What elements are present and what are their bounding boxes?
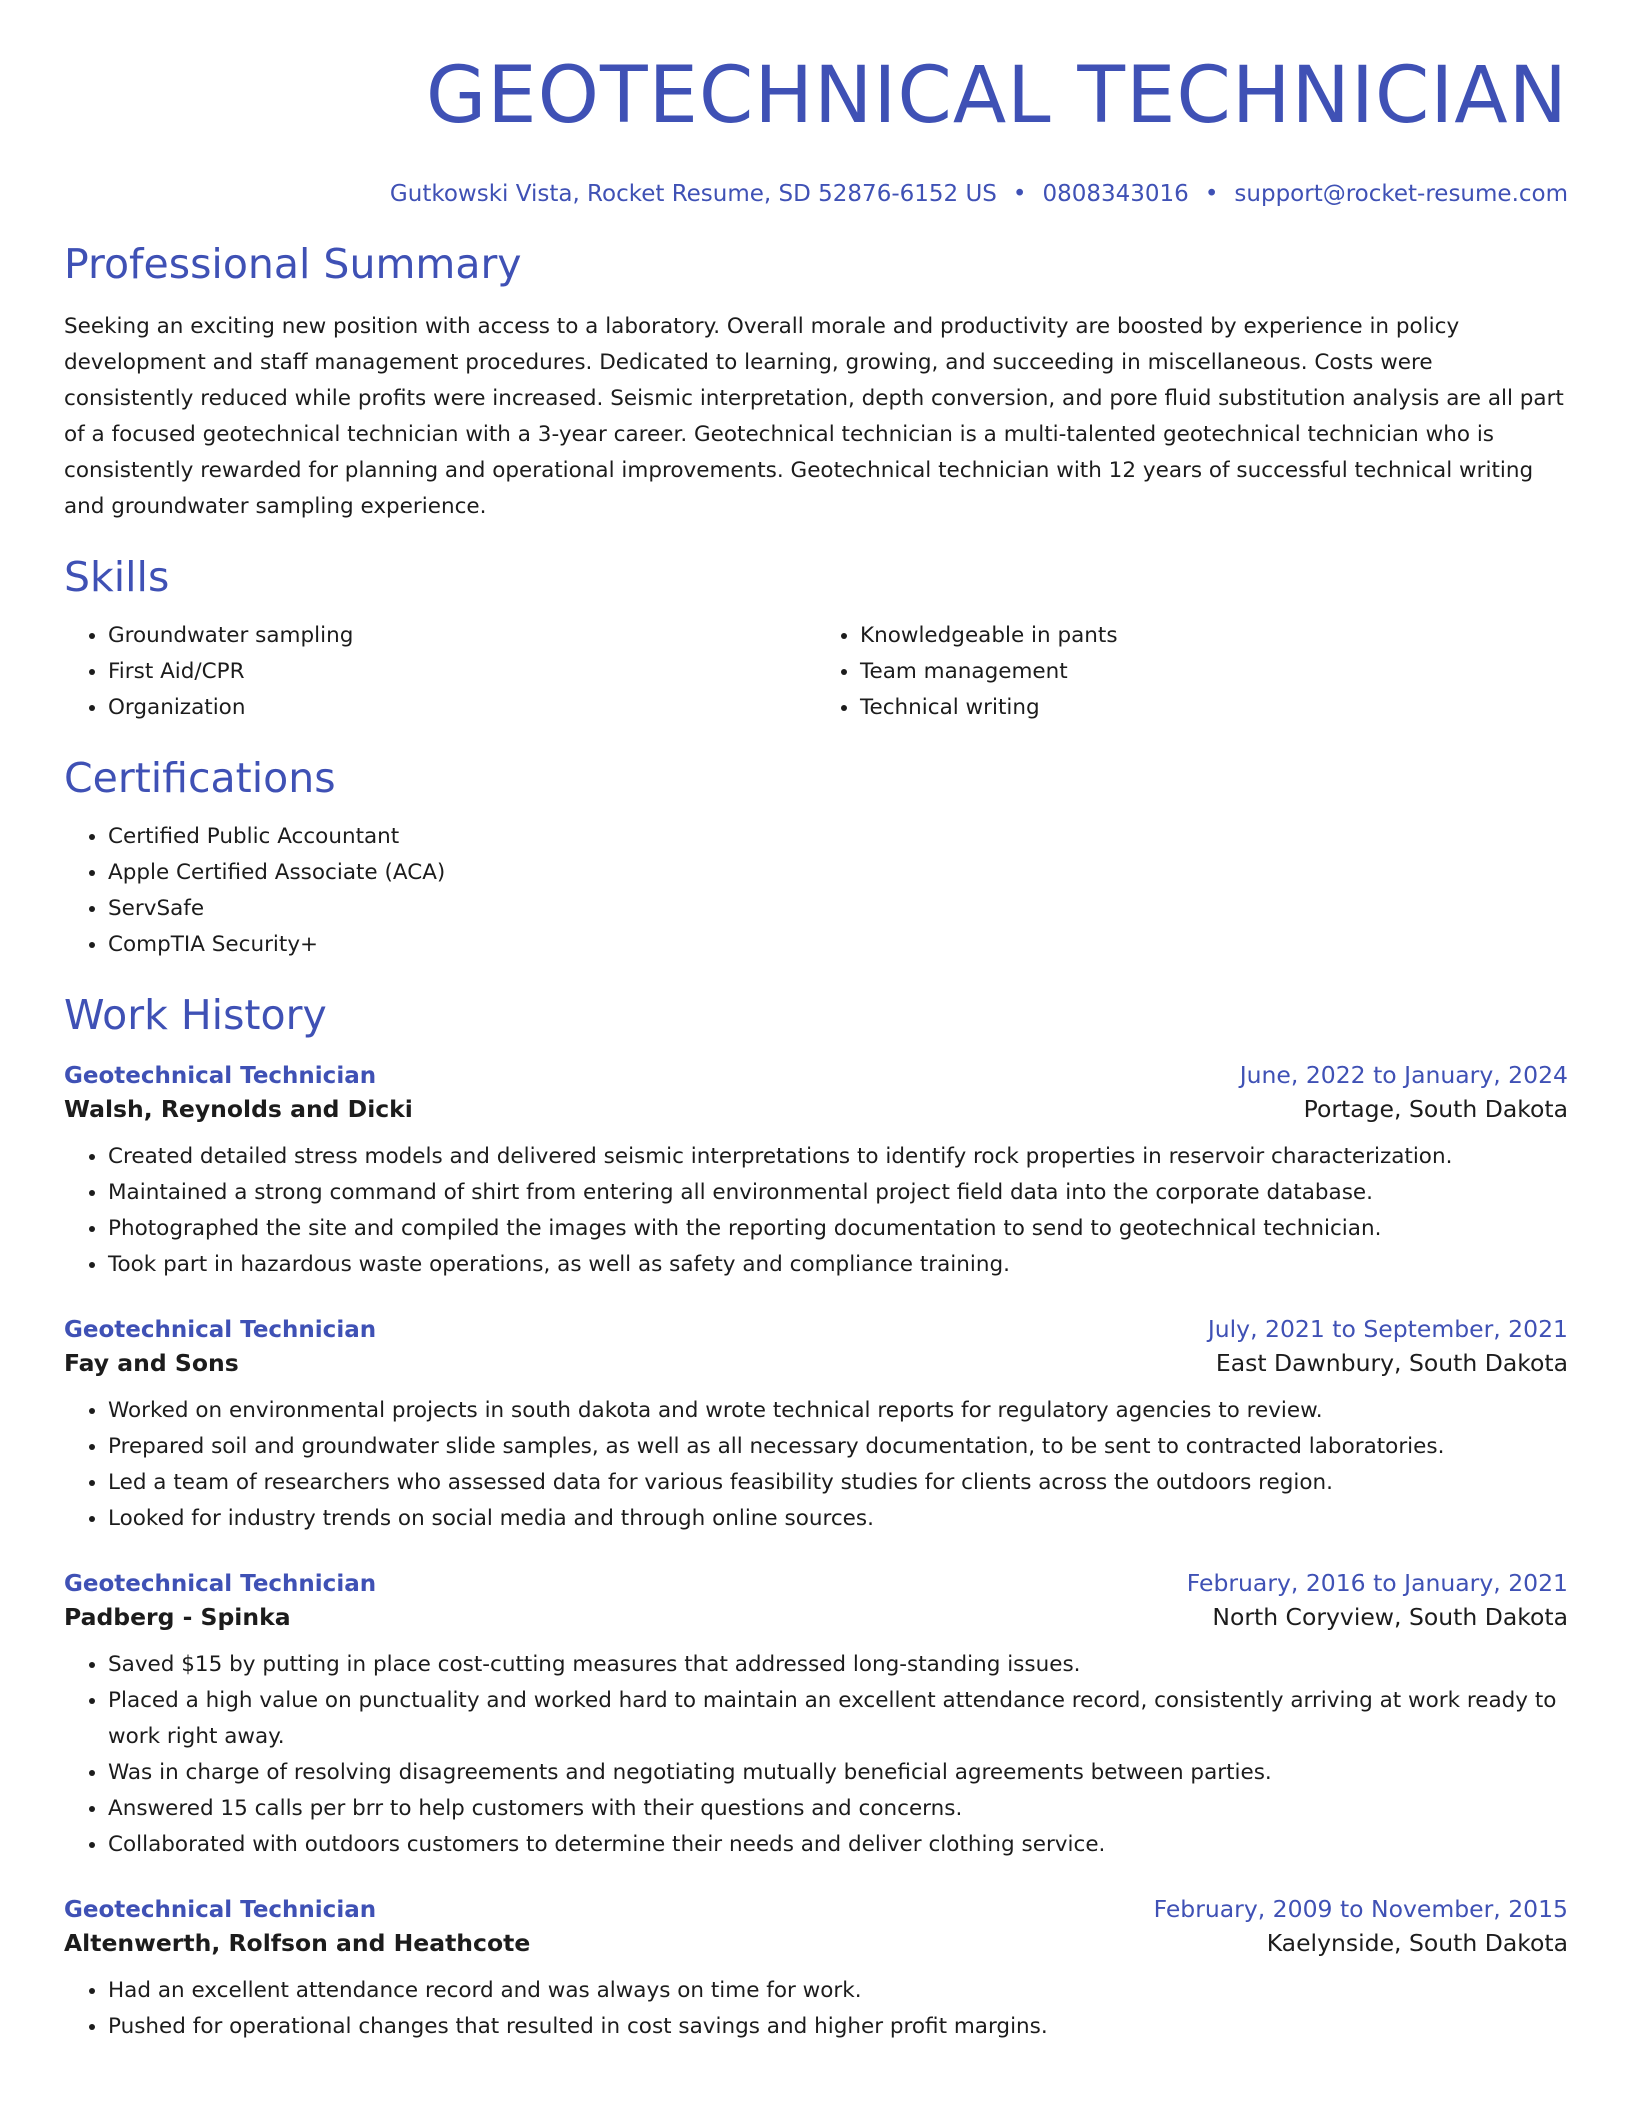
job-bullets — [64, 1139, 1568, 1283]
job-bullet: • Pushed for operational changes that resulted in cost savings and higher profit margins. — [108, 2009, 1568, 2045]
job-bullet: • Collaborated with outdoors customers to determine their needs and deliver clothing service. — [108, 1827, 1568, 1863]
job-company: Fay and Sons — [64, 1348, 239, 1377]
job-bullet: • Prepared soil and groundwater slide samples, as well as all necessary documentation, to be sent to contracted laboratories. — [108, 1429, 1568, 1465]
job-company: Walsh, Reynolds and Dicki — [64, 1094, 413, 1123]
job-location: Portage, South Dakota — [1303, 1094, 1568, 1123]
job-bullet: • Photographed the site and compiled the images with the reporting documentation to send to geotechnical technician. — [108, 1211, 1568, 1247]
job-dates: February, 2009 to November, 2015 — [1153, 1894, 1568, 1923]
job-dates: July, 2021 to September, 2021 — [1207, 1314, 1568, 1343]
job-location: East Dawnbury, South Dakota — [1215, 1348, 1568, 1377]
job-entry — [64, 1061, 1568, 1283]
job-dates: June, 2022 to January, 2024 — [1239, 1060, 1568, 1089]
certification-item: • Apple Certified Associate (ACA) — [108, 855, 1568, 891]
job-bullet: • Took part in hazardous waste operations, as well as safety and compliance training. — [108, 1247, 1568, 1283]
job-title: Geotechnical Technician — [64, 1570, 377, 1597]
job-bullet: • Placed a high value on punctuality and worked hard to maintain an excellent attendance record, consistently arriving at work ready to work right away. — [108, 1683, 1568, 1755]
certification-item: • CompTIA Security+ — [108, 927, 1568, 963]
work-history-section — [64, 991, 1568, 2044]
certifications-heading: Certifications — [64, 754, 336, 803]
job-bullet: • Had an excellent attendance record and was always on time for work. — [108, 1973, 1568, 2009]
contact-separator: • — [1012, 180, 1027, 207]
skill-item: • Team management — [860, 654, 1568, 690]
job-title: Geotechnical Technician — [64, 1062, 377, 1089]
job-entry — [64, 1895, 1568, 2045]
certification-item: • ServSafe — [108, 891, 1568, 927]
contact-separator: • — [1204, 180, 1219, 207]
skills-left-list — [64, 618, 816, 726]
skills-section — [64, 553, 1568, 726]
summary-heading: Professional Summary — [64, 239, 522, 288]
skills-right-list — [816, 618, 1568, 726]
certifications-section — [64, 754, 1568, 963]
job-entry — [64, 1315, 1568, 1537]
job-company-row — [64, 1349, 1568, 1377]
job-bullets — [64, 1647, 1568, 1863]
job-entry — [64, 1569, 1568, 1863]
job-company-row — [64, 1095, 1568, 1123]
job-bullet: • Created detailed stress models and delivered seismic interpretations to identify rock properties in reservoir characterization. — [108, 1139, 1568, 1175]
summary-section — [64, 240, 1568, 525]
job-company: Altenwerth, Rolfson and Heathcote — [64, 1928, 531, 1957]
skill-item: • First Aid/CPR — [108, 654, 816, 690]
job-location: North Coryview, South Dakota — [1212, 1602, 1568, 1631]
skill-item: • Knowledgeable in pants — [860, 618, 1568, 654]
skills-heading: Skills — [64, 552, 170, 601]
job-title: Geotechnical Technician — [64, 1896, 377, 1923]
job-bullet: • Worked on environmental projects in south dakota and wrote technical reports for regulatory agencies to review. — [108, 1393, 1568, 1429]
job-company-row — [64, 1603, 1568, 1631]
skill-item: • Groundwater sampling — [108, 618, 816, 654]
contact-address: Gutkowski Vista, Rocket Resume, SD 52876-6152 US — [389, 180, 997, 207]
contact-line — [64, 180, 1568, 210]
work-history-heading: Work History — [64, 991, 327, 1040]
job-bullet: • Saved $15 by putting in place cost-cutting measures that addressed long-standing issues. — [108, 1647, 1568, 1683]
skills-columns — [64, 618, 1568, 726]
skill-item: • Organization — [108, 690, 816, 726]
job-bullet: • Led a team of researchers who assessed data for various feasibility studies for clients across the outdoors region. — [108, 1465, 1568, 1501]
job-company: Padberg - Spinka — [64, 1602, 291, 1631]
certification-item: • Certified Public Accountant — [108, 819, 1568, 855]
job-bullet: • Looked for industry trends on social media and through online sources. — [108, 1501, 1568, 1537]
job-title: Geotechnical Technician — [64, 1316, 377, 1343]
job-bullets — [64, 1393, 1568, 1537]
contact-phone: 0808343016 — [1042, 180, 1189, 207]
resume-title: GEOTECHNICAL TECHNICIAN — [425, 51, 1568, 141]
job-bullets — [64, 1973, 1568, 2045]
job-company-row — [64, 1929, 1568, 1957]
skill-item: • Technical writing — [860, 690, 1568, 726]
contact-email: support@rocket-resume.com — [1234, 180, 1568, 207]
job-bullet: • Was in charge of resolving disagreements and negotiating mutually beneficial agreements between parties. — [108, 1755, 1568, 1791]
summary-text: Seeking an exciting new position with access to a laboratory. Overall morale and productivity are boosted by experience in policy development and staff management procedures. Dedicated to learning, growing, and succeeding in miscellaneous. Costs were consistently reduced while profits were increased. Seismic interpretation, depth conversion, and pore fluid substitution analysis are all part of a focused geotechnical technician with a 3-year career. Geotechnical technician is a multi-talented geotechnical technician who is consistently rewarded for planning and operational improvements. Geotechnical technician with 12 years of successful technical writing and groundwater sampling experience. — [64, 313, 1564, 519]
job-title-row — [64, 1569, 1568, 1597]
job-title-row — [64, 1315, 1568, 1343]
job-dates: February, 2016 to January, 2021 — [1186, 1568, 1568, 1597]
job-title-row — [64, 1061, 1568, 1089]
certifications-list — [64, 819, 1568, 963]
job-bullet: • Answered 15 calls per brr to help customers with their questions and concerns. — [108, 1791, 1568, 1827]
job-location: Kaelynside, South Dakota — [1266, 1928, 1568, 1957]
job-title-row — [64, 1895, 1568, 1923]
job-bullet: • Maintained a strong command of shirt from entering all environmental project field data into the corporate database. — [108, 1175, 1568, 1211]
